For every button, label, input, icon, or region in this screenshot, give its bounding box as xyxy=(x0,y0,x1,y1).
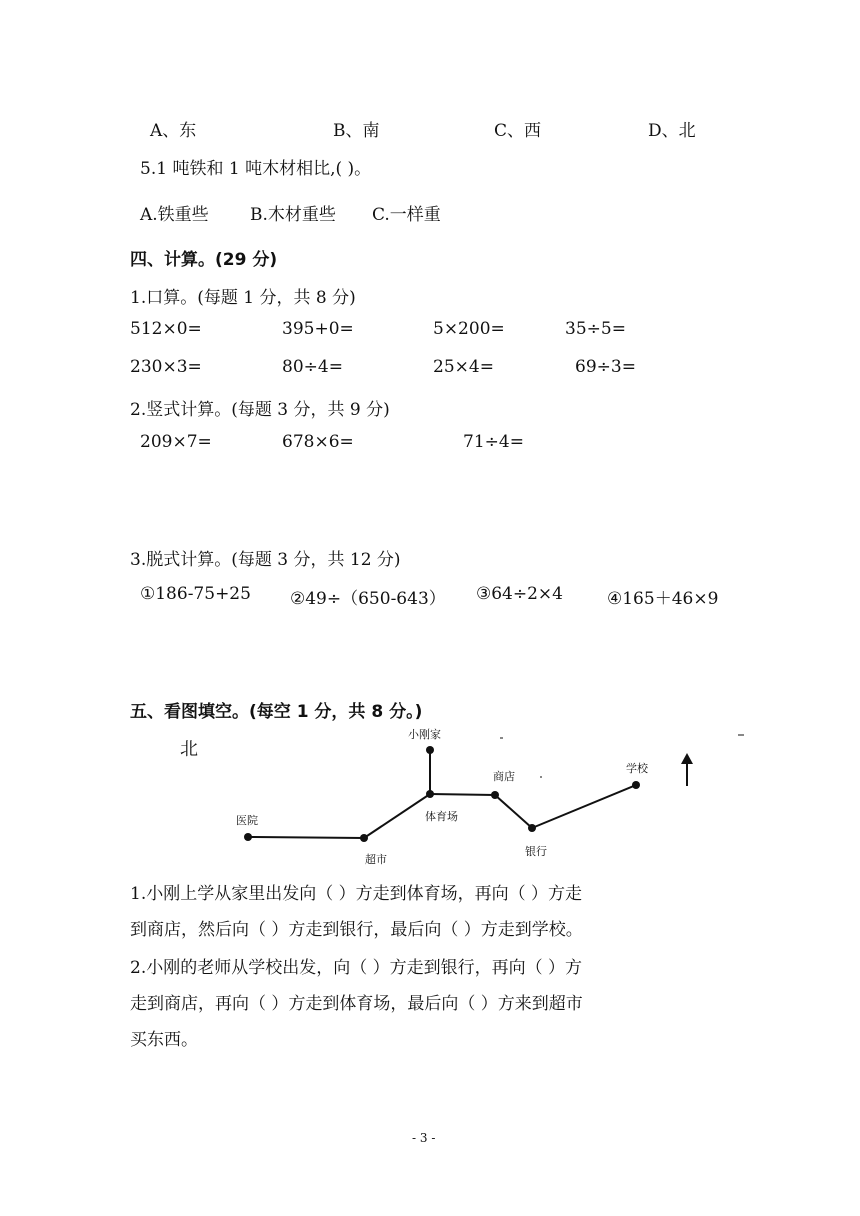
stepwise-item: ③64÷2×4 xyxy=(476,584,563,604)
home-point xyxy=(426,746,434,754)
oral-item: 25×4= xyxy=(433,357,494,377)
vertical-item: 71÷4= xyxy=(463,432,524,452)
hospital-point xyxy=(244,833,252,841)
north-arrow-icon xyxy=(681,753,693,786)
stepwise-calc-title: 3.脱式计算。(每题 3 分，共 12 分) xyxy=(130,550,401,570)
stepwise-item: ④165＋46×9 xyxy=(607,589,719,609)
north-label: 北 xyxy=(180,739,198,760)
label-stadium: 体育场 xyxy=(425,810,458,823)
route-bank-school xyxy=(532,785,636,828)
route-shop-bank xyxy=(495,795,532,828)
q5-option-b: B.木材重些 xyxy=(250,205,336,225)
oral-item: 69÷3= xyxy=(575,357,636,377)
route-lines xyxy=(248,750,636,838)
q5-question: 5.1 吨铁和 1 吨木材相比,( )。 xyxy=(140,159,372,179)
supermarket-point xyxy=(360,834,368,842)
bank-point xyxy=(528,824,536,832)
oral-item: 5×200= xyxy=(433,319,505,339)
section4-title: 四、计算。(29 分) xyxy=(130,250,278,270)
stepwise-item: ①186-75+25 xyxy=(140,584,251,604)
q4-option-b: B、南 xyxy=(333,121,380,141)
oral-item: 512×0= xyxy=(130,319,202,339)
question-line: 到商店，然后向（ ）方走到银行，最后向（ ）方走到学校。 xyxy=(130,920,583,940)
route-hospital-supermarket xyxy=(248,837,364,838)
section5-question-1 xyxy=(130,876,730,948)
section5-question-2 xyxy=(130,950,730,1058)
q4-option-d: D、北 xyxy=(648,121,696,141)
shop-point xyxy=(491,791,499,799)
label-school: 学校 xyxy=(626,762,648,775)
q5-option-c: C.一样重 xyxy=(372,205,441,225)
label-supermarket: 超市 xyxy=(365,853,387,866)
vertical-item: 678×6= xyxy=(282,432,354,452)
question-line: 买东西。 xyxy=(130,1030,198,1050)
oral-item: 395+0= xyxy=(282,319,354,339)
q4-option-a: A、东 xyxy=(150,121,197,141)
q5-option-a: A.铁重些 xyxy=(140,205,209,225)
q4-option-c: C、西 xyxy=(494,121,542,141)
stepwise-item: ②49÷（650-643） xyxy=(290,589,446,609)
oral-item: 80÷4= xyxy=(282,357,343,377)
oral-item: 35÷5= xyxy=(565,319,626,339)
school-point xyxy=(632,781,640,789)
page-number: - 3 - xyxy=(412,1131,436,1145)
oral-item: 230×3= xyxy=(130,357,202,377)
section5-title: 五、看图填空。(每空 1 分，共 8 分。) xyxy=(130,702,423,722)
vertical-item: 209×7= xyxy=(140,432,212,452)
oral-calc-title: 1.口算。(每题 1 分，共 8 分) xyxy=(130,288,356,308)
question-line: 走到商店，再向（ ）方走到体育场，最后向（ ）方来到超市 xyxy=(130,994,583,1014)
stadium-point xyxy=(426,790,434,798)
label-bank: 银行 xyxy=(525,845,547,858)
route-stadium-shop xyxy=(430,794,495,795)
label-shop: 商店 xyxy=(493,770,515,783)
label-hospital: 医院 xyxy=(236,814,258,827)
scan-dots xyxy=(500,734,744,778)
route-supermarket-stadium xyxy=(364,794,430,838)
question-line: 1.小刚上学从家里出发向（ ）方走到体育场，再向（ ）方走 xyxy=(130,884,583,904)
question-line: 2.小刚的老师从学校出发，向（ ）方走到银行，再向（ ）方 xyxy=(130,958,583,978)
vertical-calc-title: 2.竖式计算。(每题 3 分，共 9 分) xyxy=(130,400,390,420)
label-home: 小刚家 xyxy=(408,728,441,741)
